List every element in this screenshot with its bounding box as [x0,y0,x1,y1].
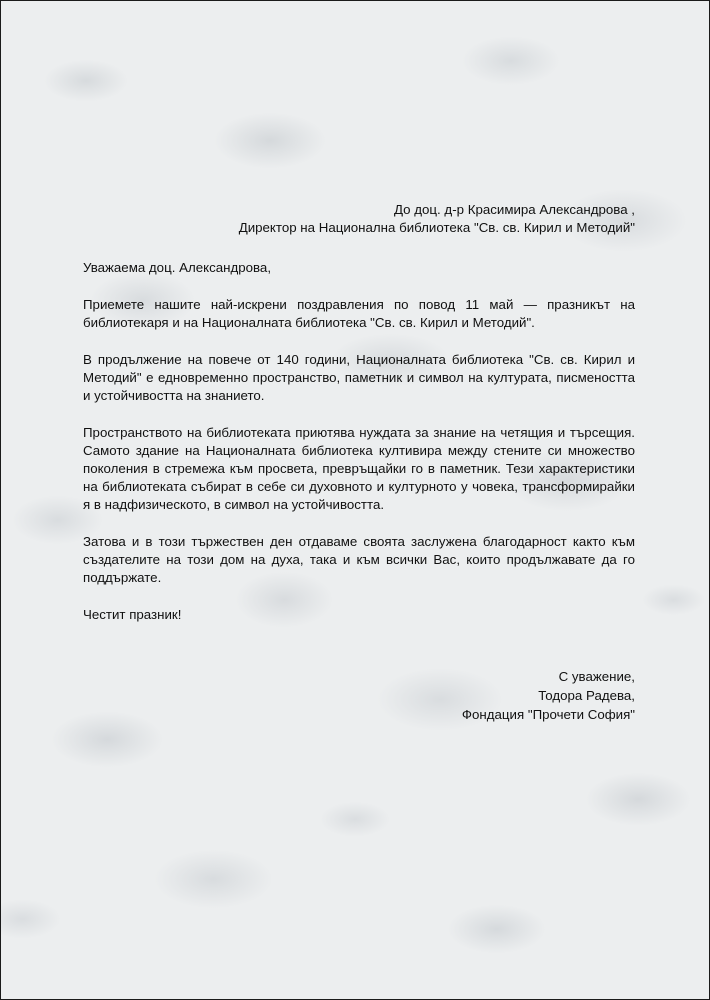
signatory-name: Тодора Радева, [538,688,635,703]
addressee-name: До доц. д-р Красимира Александрова , [394,202,635,217]
paragraph-gratitude: Затова и в този тържествен ден отдаваме своята заслужена благодарност както към създателите на този дом на духа, така и към всички Вас, които продължавате да го поддържате. [83,534,635,585]
paragraph-congratulations: Приемете нашите най-искрени поздравления по повод 11 май — празникът на библиотекаря и на Националната библиотека "Св. св. Кирил и Методий". [83,297,635,330]
salutation: Уважаема доц. Александрова, [83,260,272,275]
letter-body [83,201,635,724]
closing-block [83,667,635,724]
greeting: Честит празник! [83,607,182,622]
addressee-title: Директор на Национална библиотека "Св. св. Кирил и Методий" [238,220,635,235]
signatory-organization: Фондация "Прочети София" [461,707,635,722]
addressee-block [83,201,635,237]
paragraph-history: В продължение на повече от 140 години, Националната библиотека "Св. св. Кирил и Методий" е едновременно пространство, паметник и символ на културата, писмеността и устойчивостта на знанието. [83,352,635,403]
closing-regards: С уважение, [558,669,635,684]
paragraph-space: Пространството на библиотеката приютява нуждата за знание на четящия и търсещия. Самото здание на Националната библиотека култивира между стените си множество поколения в стремежа към просвета, превръщайки го в паметник. Тези характеристики на библиотеката събират в себе си духовното и културното у човека, трансформирайки я в надфизическото, в символ на устойчивостта. [83,425,635,512]
